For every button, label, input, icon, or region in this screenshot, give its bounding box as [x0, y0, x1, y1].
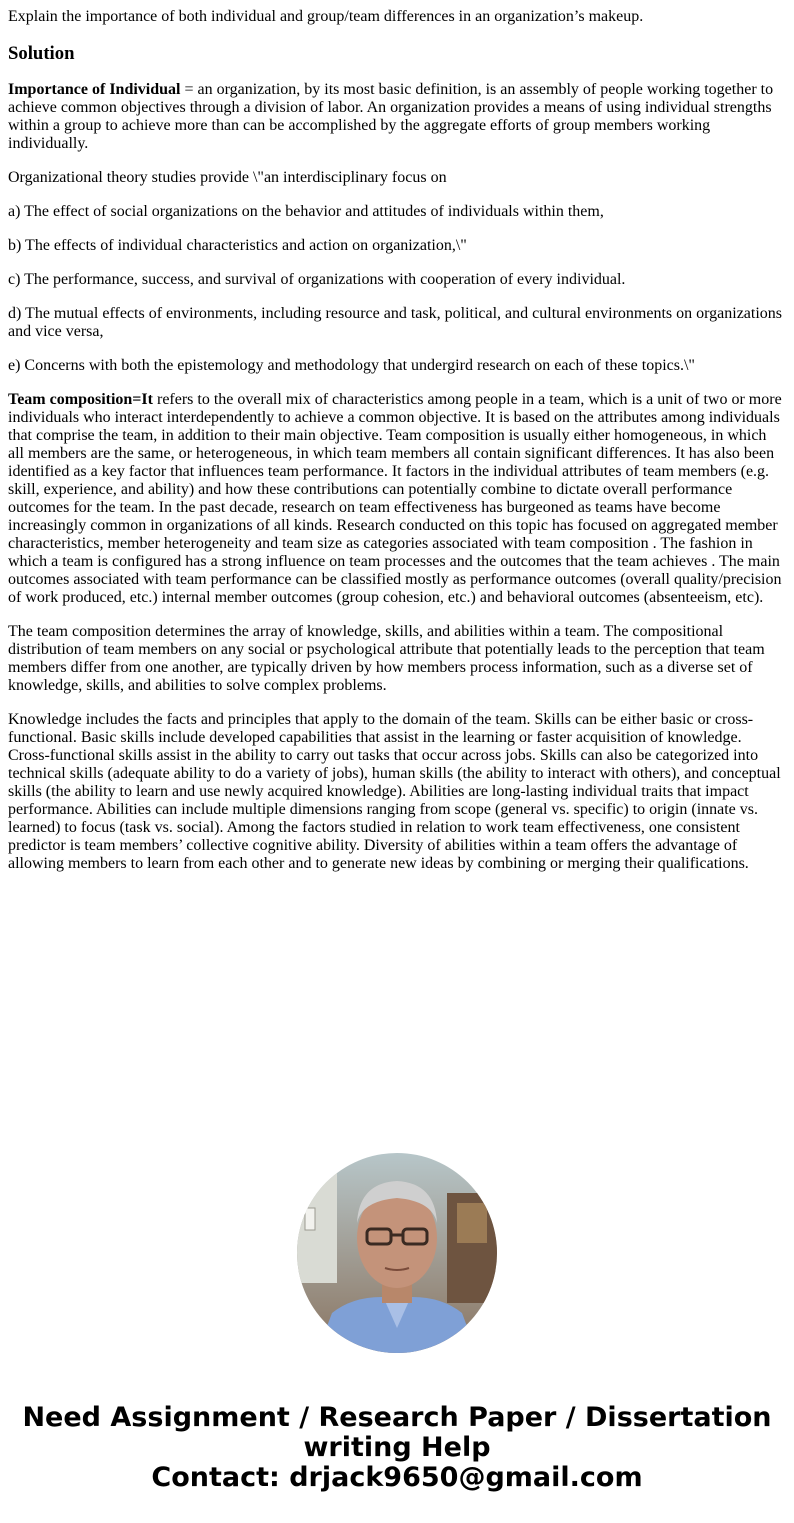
paragraph-text: refers to the overall mix of characteristics among people in a team, which is a unit of two or more individuals who interact interdependently to achieve a common objective. It is based on the attributes among individuals that comprise the team, in addition to their main objective. Team composition is usually either homogeneous, in which all members are the same, or heterogeneous, in which team members all contain significant differences. It has also been identified as a key factor that influences team performance. It factors in the individual attributes of team members (e.g. skill, experience, and ability) and how these contributions can potentially combine to dictate overall performance outcomes for the team. In the past decade, research on team effectiveness has burgeoned as teams have become increasingly common in organizations of all kinds. Research conducted on this topic has focused on aggregated member characteristics, member heterogeneity and team size as categories associated with team composition . The fashion in which a team is configured has a strong influence on team processes and the outcomes that the team achieves . The main outcomes associated with team performance can be classified mostly as performance outcomes (overall quality/precision of work produced, etc.) internal member outcomes (group cohesion, etc.) and behavioral outcomes (absenteeism, etc). — [8, 391, 782, 606]
paragraph-bold-lead: Importance of Individual — [8, 81, 181, 98]
avatar — [297, 1153, 497, 1353]
paragraph-knowledge-skills: Knowledge includes the facts and principles that apply to the domain of the team. Skills can be either basic or cross-functional. Basic skills include developed capabilities that assist in the learning or faster acquisition of knowledge. Cross-functional skills assist in the ability to carry out tasks that occur across jobs. Skills can also be categorized into technical skills (adequate ability to do a variety of jobs), human skills (the ability to interact with others), and conceptual skills (the ability to learn and use newly acquired knowledge). Abilities are long-lasting individual traits that impact performance. Abilities can include multiple dimensions ranging from scope (general vs. specific) to origin (innate vs. learned) to focus (task vs. social). Among the factors studied in relation to work team effectiveness, one consistent predictor is team members’ collective cognitive ability. Diversity of abilities within a team offers the advantage of allowing members to learn from each other and to generate new ideas by combining or merging their qualifications. — [8, 711, 781, 872]
footer-line-2: writing Help — [303, 1432, 491, 1463]
list-item-c: c) The performance, success, and survival of organizations with cooperation of every individual. — [8, 271, 626, 288]
paragraph-importance-individual — [8, 81, 786, 153]
document-body — [8, 8, 786, 889]
paragraph-text: = an organization, by its most basic definition, is an assembly of people working together to achieve common objectives through a division of labor. An organization provides a means of using individual strengths within a group to achieve more than can be accomplished by the aggregate efforts of group members working individually. — [8, 81, 774, 152]
footer-line-1: Need Assignment / Research Paper / Dissertation — [22, 1402, 772, 1433]
paragraph-org-theory: Organizational theory studies provide \"an interdisciplinary focus on — [8, 169, 447, 186]
paragraph-team-composition — [8, 391, 786, 607]
list-item-b: b) The effects of individual characteristics and action on organization,\" — [8, 237, 467, 254]
list-item-a: a) The effect of social organizations on the behavior and attitudes of individuals within them, — [8, 203, 604, 220]
paragraph-team-ksa: The team composition determines the array of knowledge, skills, and abilities within a team. The compositional distribution of team members on any social or psychological attribute that potentially leads to the perception that team members differ from one another, are typically driven by how members process information, such as a diverse set of knowledge, skills, and abilities to solve complex problems. — [8, 623, 765, 694]
list-item-d: d) The mutual effects of environments, including resource and task, political, and cultural environments on organizations and vice versa, — [8, 305, 783, 340]
avatar-portrait-icon — [297, 1153, 497, 1353]
footer-contact: Contact: drjack9650@gmail.com — [151, 1462, 643, 1493]
list-item-e: e) Concerns with both the epistemology and methodology that undergird research on each of these topics.\" — [8, 357, 695, 374]
paragraph-bold-lead: Team composition=It — [8, 391, 153, 408]
solution-heading: Solution — [8, 43, 75, 64]
footer-banner — [0, 1403, 794, 1493]
question-text: Explain the importance of both individual and group/team differences in an organization’s makeup. — [8, 8, 644, 25]
